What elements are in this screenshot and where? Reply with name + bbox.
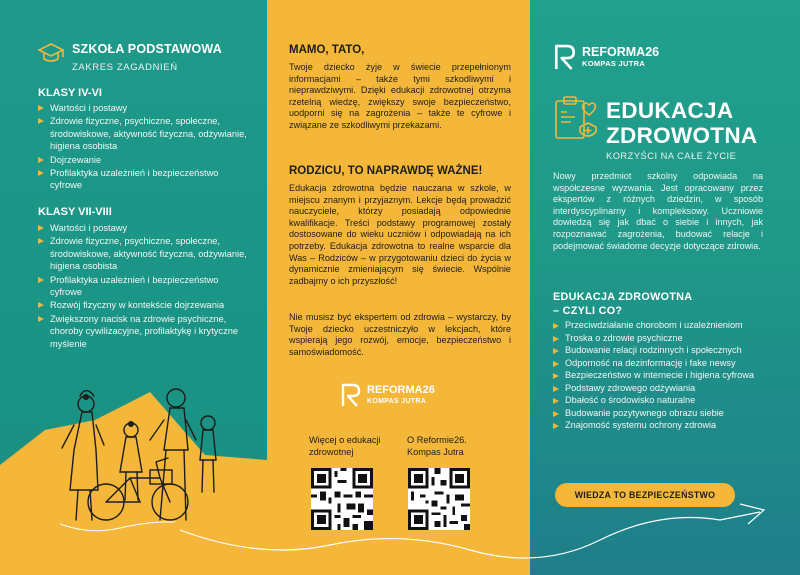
edu-title xyxy=(606,98,757,148)
what-is-heading-line1: EDUKACJA ZDROWOTNA xyxy=(553,291,693,303)
list-item: Wartości i postawy xyxy=(38,102,253,114)
list-item: Rozwój fizyczny w kontekście dojrzewania xyxy=(38,299,253,311)
list-item: Budowanie relacji rodzinnych i społecznych xyxy=(553,345,773,357)
list-item: Podstawy zdrowego odżywiania xyxy=(553,383,773,395)
para-expert: Nie musisz być ekspertem od zdrowia – wystarczy, by Twoje dziecko uczestniczyło w lekcjach, które wspierają jego rozwój, emocje, bezpieczeństwo i samoświadomość. xyxy=(289,312,511,357)
medical-clipboard-icon xyxy=(553,95,601,141)
heading-important: RODZICU, TO NAPRAWDĘ WAŻNE! xyxy=(289,165,483,177)
para-important: Edukacja zdrowotna będzie nauczana w szkole, w miejscu znanym i przyjaznym. Lekcje będą prowadzić nauczyciele, którzy posiadają odpowiednie kwalifikacje. Treści podstawy programowej zostały dostosowane do wieku uczniów i odpowiadają na ich potrzeby. Edukacja zdrowotna to realne wsparcie dla Was – Rodziców – w przygotowaniu dzieci do życia w dynamicznie zmieniającym się świecie. Wspólnie zadbajmy o ich przyszłość! xyxy=(289,183,511,286)
list-item: Budowanie pozytywnego obrazu siebie xyxy=(553,408,773,420)
heading-parents: MAMO, TATO, xyxy=(289,44,365,56)
list-item: Profilaktyka uzależnień i bezpieczeństwo cyfrowe xyxy=(38,167,253,192)
list-item: Odporność na dezinformację i fake newsy xyxy=(553,358,773,370)
class2-list xyxy=(38,222,253,351)
list-item: Zdrowie fizyczne, psychiczne, społeczne, środowiskowe, aktywność fizyczna, odżywianie, higiena osobista xyxy=(38,235,253,272)
reforma-logo-icon xyxy=(553,42,577,72)
logo-tagline: KOMPAS JUTRA xyxy=(367,397,427,405)
safety-knowledge-button[interactable]: WIEDZA TO BEZPIECZEŃSTWO xyxy=(555,483,735,507)
edu-title-line2: ZDROWOTNA xyxy=(606,123,758,148)
para-parents: Twoje dziecko żyje w świecie przepełnionym informacjami – także tymi szkodliwymi i nieprawdziwymi. Dzięki edukacji zdrowotnej otrzyma rzetelną wiedzę, zwiększy swoje bezpieczeństwo, uodporni się na zagrożenia – także te cyfrowe i związane ze szkodliwymi przekazami. xyxy=(289,62,511,130)
edu-title-line1: EDUKACJA xyxy=(606,98,734,123)
reforma-logo xyxy=(340,382,435,408)
intro-paragraph: Nowy przedmiot szkolny odpowiada na współczesne wyzwania. Jest opracowany przez ekspertów z różnych dziedzin, w sposób interdyscyplinarny i kompleksowy. Uczniowie dowiedzą się jak dbać o siebie i innych, jak rozpoznawać zagrożenia, budować relacje i podejmować świadome decyzje dotyczące zdrowia. xyxy=(553,171,763,251)
logo-name: REFORMA26 xyxy=(367,383,435,396)
list-item: Wartości i postawy xyxy=(38,222,253,234)
list-item: Troska o zdrowie psychiczne xyxy=(553,333,773,345)
logo-name: REFORMA26 xyxy=(582,44,660,59)
list-item: Przeciwdziałanie chorobom i uzależnieniom xyxy=(553,320,773,332)
decorative-swoosh xyxy=(0,490,800,575)
middle-panel xyxy=(267,0,530,575)
class1-list xyxy=(38,102,253,193)
school-subtitle: ZAKRES ZAGADNIEŃ xyxy=(72,62,178,73)
qr1-label: Więcej o edukacji zdrowotnej xyxy=(309,435,381,457)
benefits-list xyxy=(553,320,773,433)
school-header xyxy=(38,42,222,73)
class1-title: KLASY IV-VI xyxy=(38,87,102,99)
reforma-logo-icon xyxy=(340,382,362,408)
what-is-heading xyxy=(553,290,692,318)
qr2-label: O Reformie26. Kompas Jutra xyxy=(407,435,467,457)
reforma-logo-right xyxy=(553,42,659,72)
list-item: Dbałość o środowisko naturalne xyxy=(553,395,773,407)
list-item: Bezpieczeństwo w internecie i higiena cyfrowa xyxy=(553,370,773,382)
edu-subtitle: KORZYŚCI NA CAŁE ŻYCIE xyxy=(606,151,737,161)
list-item: Profilaktyka uzależnień i bezpieczeństwo cyfrowe xyxy=(38,274,253,299)
graduation-cap-icon xyxy=(38,42,64,64)
list-item: Zwiększony nacisk na zdrowie psychiczne, choroby cywilizacyjne, profilaktykę i krytyczne myślenie xyxy=(38,313,253,350)
left-panel xyxy=(0,0,267,575)
list-item: Znajomość systemu ochrony zdrowia xyxy=(553,420,773,432)
list-item: Zdrowie fizyczne, psychiczne, społeczne, środowiskowe, aktywność fizyczna, odżywianie, higiena osobista xyxy=(38,115,253,152)
what-is-heading-line2: – CZYLI CO? xyxy=(553,305,623,317)
school-title: SZKOŁA PODSTAWOWA xyxy=(72,42,222,56)
class2-title: KLASY VII-VIII xyxy=(38,206,112,218)
list-item: Dojrzewanie xyxy=(38,154,253,166)
logo-tagline: KOMPAS JUTRA xyxy=(582,58,646,68)
